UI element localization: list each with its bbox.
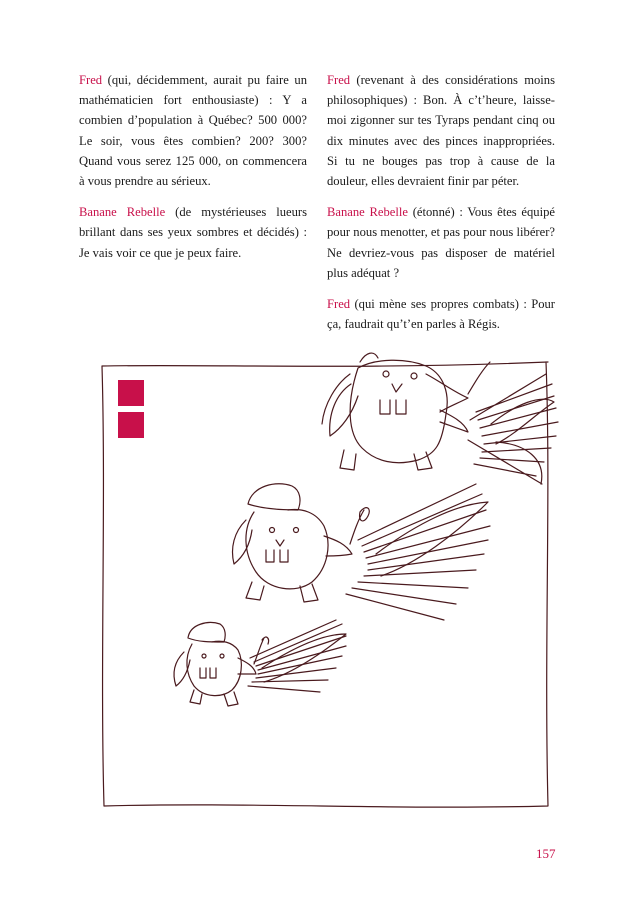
torch-flame-large xyxy=(468,374,558,484)
left-column xyxy=(79,70,307,274)
dialogue-paragraph xyxy=(79,70,307,191)
speaker-name: Banane Rebelle xyxy=(79,205,166,220)
dialogue-text: (étonné) : Vous êtes équipé pour nous menotter, et pas pour nous libérer? Ne devriez-vous pas disposer de matériel plus adéquat ? xyxy=(327,205,555,280)
creature-large xyxy=(322,353,490,470)
speaker-name: Banane Rebelle xyxy=(327,205,408,220)
creature-small xyxy=(174,623,268,706)
dialogue-paragraph xyxy=(79,202,307,263)
torch-flame-small xyxy=(248,620,346,692)
creature-medium xyxy=(233,484,370,602)
page-number: 157 xyxy=(536,846,556,861)
red-square-top xyxy=(118,380,144,406)
right-column xyxy=(327,70,555,345)
speaker-name: Fred xyxy=(327,297,351,312)
torch-flame-medium xyxy=(346,484,490,620)
dialogue-text: (de mystérieuses lueurs brillant dans ses yeux sombres et décidés) : Je vais voir ce que je peux faire. xyxy=(79,205,307,260)
speaker-name: Fred xyxy=(327,73,351,87)
sketch-frame xyxy=(102,362,548,807)
dialogue-paragraph xyxy=(327,294,555,334)
illustration xyxy=(96,344,564,814)
dialogue-text: (qui, décidemment, aurait pu faire un mathématicien fort enthousiaste) : Y a combien d’population à Québec? 500 000? Le soir, vous êtes combien? 200? 300? Quand vous serez 125 000, on commencera à vous prendre au sérieux. xyxy=(79,73,307,189)
dialogue-paragraph xyxy=(327,202,555,283)
red-square-bottom xyxy=(118,412,144,438)
dialogue-text: (revenant à des considérations moins philosophiques) : Bon. À c’t’heure, laisse-moi zigonner sur tes Tyraps pendant cinq ou dix minutes avec des pinces inappropriées. Si tu ne bouges pas trop à cause de la douleur, elles devraient finir par péter. xyxy=(327,73,555,189)
dialogue-text: (qui mène ses propres combats) : Pour ça, faudrait qu’t’en parles à Régis. xyxy=(327,297,555,332)
three-creatures-with-torches-sketch-icon xyxy=(96,344,564,814)
speaker-name: Fred xyxy=(79,73,103,87)
dialogue-paragraph xyxy=(327,70,555,191)
